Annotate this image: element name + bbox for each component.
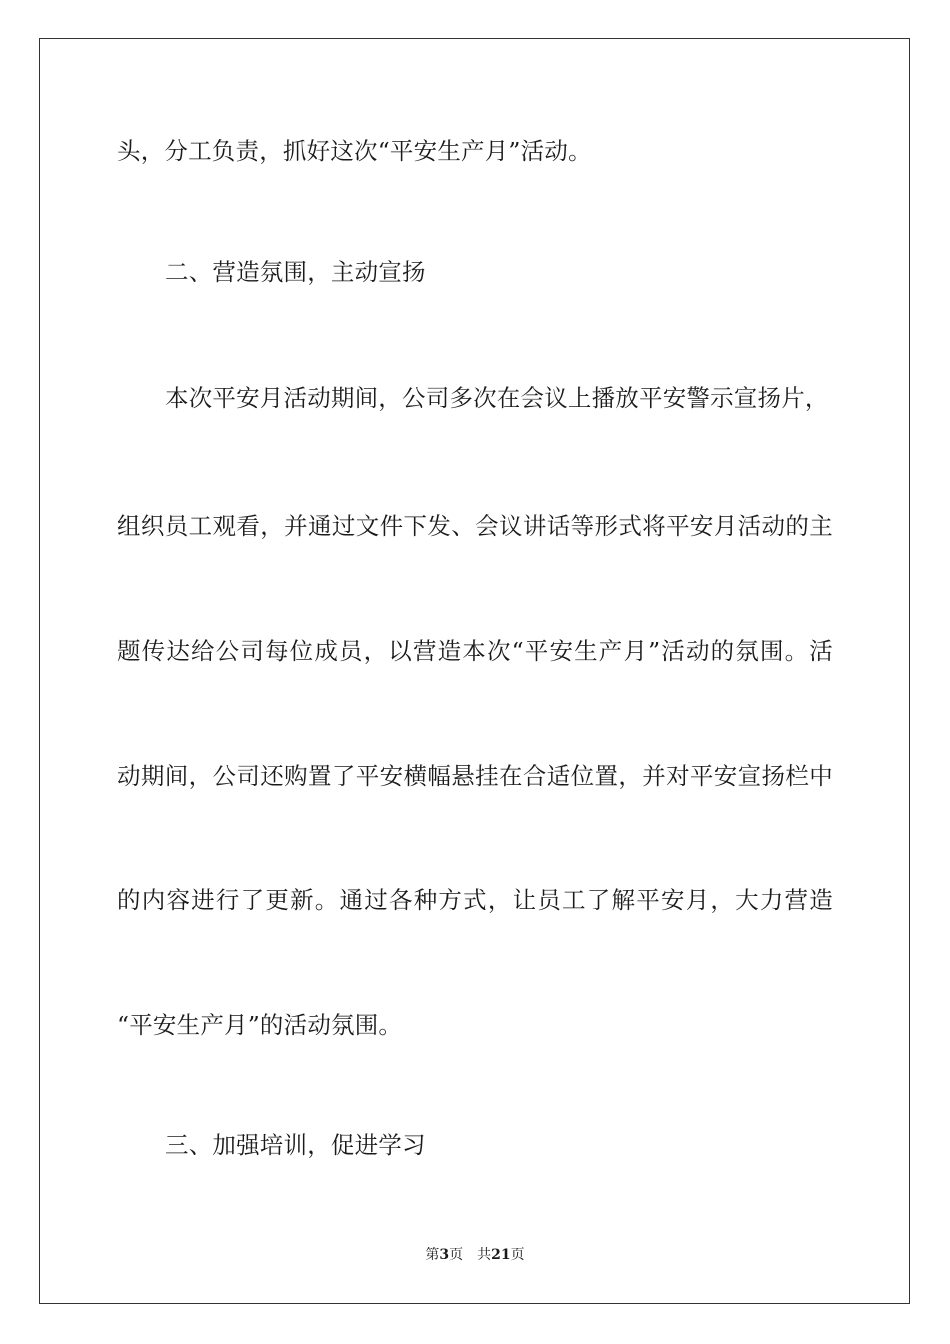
- page-suffix: 页: [449, 1247, 464, 1263]
- section-heading: 二、营造氛围，主动宣扬: [165, 258, 426, 286]
- page-footer: [0, 1245, 950, 1265]
- total-prefix: 共: [477, 1247, 492, 1263]
- total-pages-number: 21: [491, 1247, 511, 1263]
- body-text-line: 组织员工观看，并通过文件下发、会议讲话等形式将平安月活动的主: [117, 512, 833, 540]
- page-border: [39, 38, 910, 1304]
- current-page-number: 3: [439, 1247, 450, 1263]
- body-text-line: 题传达给公司每位成员，以营造本次“平安生产月”活动的氛围。活: [117, 637, 833, 665]
- page-prefix: 第: [425, 1247, 440, 1263]
- section-heading: 三、加强培训，促进学习: [165, 1131, 426, 1159]
- body-text-line: 的内容进行了更新。通过各种方式，让员工了解平安月，大力营造: [117, 886, 833, 914]
- body-text-line: 头，分工负责，抓好这次“平安生产月”活动。: [117, 137, 592, 165]
- body-text-line: 动期间，公司还购置了平安横幅悬挂在合适位置，并对平安宣扬栏中: [117, 762, 833, 790]
- total-suffix: 页: [510, 1247, 525, 1263]
- body-text-line: 本次平安月活动期间，公司多次在会议上播放平安警示宣扬片，: [165, 384, 829, 412]
- body-text-line: “平安生产月”的活动氛围。: [117, 1011, 403, 1039]
